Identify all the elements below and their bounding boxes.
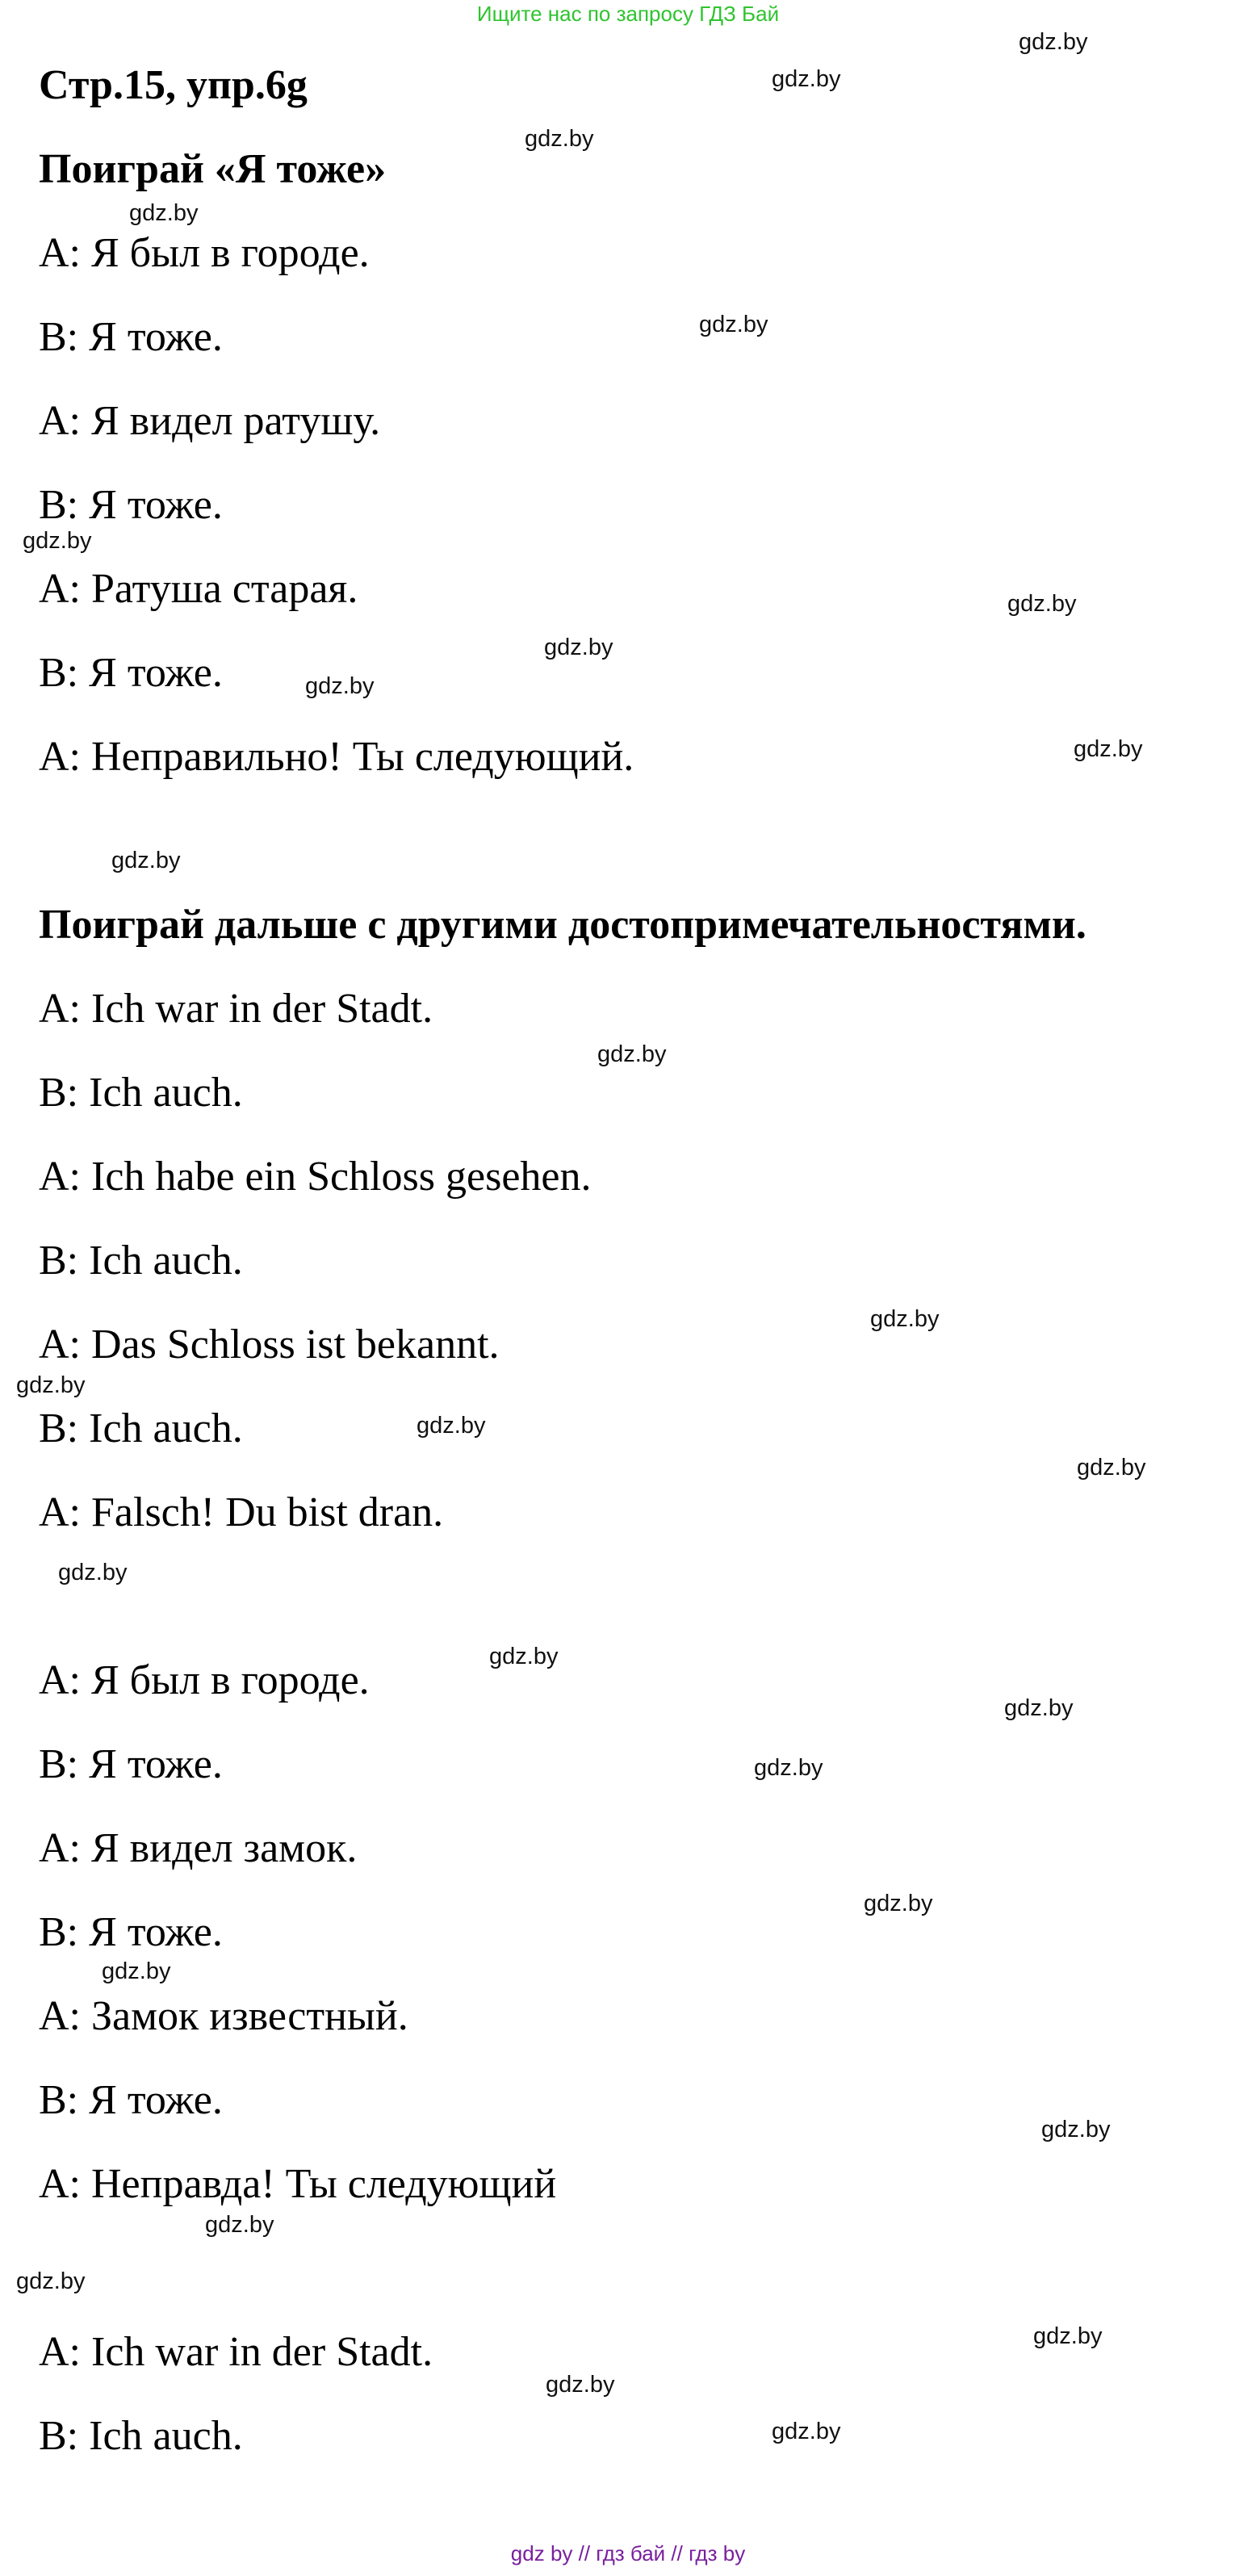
dialogue-line: В: Я тоже. [39, 482, 223, 528]
dialogue-line-german: B: Ich auch. [39, 2413, 243, 2459]
watermark: gdz.by [544, 635, 613, 660]
dialogue-line-russian: В: Я тоже. [39, 1741, 223, 1787]
watermark: gdz.by [864, 1891, 933, 1916]
dialogue-line: А: Ратуша старая. [39, 566, 358, 612]
dialogue-line: В: Я тоже. [39, 314, 223, 360]
dialogue-line-russian: А: Я видел замок. [39, 1825, 358, 1871]
watermark: gdz.by [102, 1958, 171, 1984]
watermark: gdz.by [1033, 2323, 1103, 2349]
watermark: gdz.by [1004, 1695, 1074, 1721]
watermark: gdz.by [754, 1755, 823, 1781]
footer-links[interactable]: gdz by // гдз бай // гдз by [510, 2541, 746, 2566]
watermark: gdz.by [1041, 2117, 1111, 2142]
dialogue-line-german: B: Ich auch. [39, 1238, 243, 1284]
dialogue-line: В: Я тоже. [39, 650, 223, 696]
watermark: gdz.by [870, 1306, 940, 1332]
dialogue-line-german: A: Ich war in der Stadt. [39, 2329, 433, 2375]
watermark: gdz.by [772, 2419, 841, 2444]
watermark: gdz.by [1007, 591, 1077, 617]
dialogue-line: А: Неправильно! Ты следующий. [39, 734, 634, 780]
watermark: gdz.by [546, 2372, 615, 2398]
dialogue-line-russian: А: Неправда! Ты следующий [39, 2161, 557, 2207]
dialogue-line-russian: А: Я был в городе. [39, 1657, 370, 1703]
watermark: gdz.by [305, 673, 375, 699]
watermark: gdz.by [58, 1560, 128, 1585]
dialogue-line-german: A: Falsch! Du bist dran. [39, 1489, 444, 1535]
dialogue-line-russian: В: Я тоже. [39, 2077, 223, 2123]
watermark: gdz.by [129, 200, 199, 226]
dialogue-line: А: Я видел ратушу. [39, 398, 381, 444]
dialogue-line-german: A: Ich war in der Stadt. [39, 986, 433, 1032]
watermark: gdz.by [1019, 29, 1088, 55]
dialogue-line-german: B: Ich auch. [39, 1070, 243, 1116]
dialogue-line-russian: В: Я тоже. [39, 1909, 223, 1955]
page-title: Стр.15, упр.6g [39, 62, 308, 108]
watermark: gdz.by [489, 1644, 559, 1669]
watermark: gdz.by [205, 2212, 274, 2238]
dialogue-line-german: B: Ich auch. [39, 1405, 243, 1451]
watermark: gdz.by [417, 1413, 486, 1439]
section-heading-play-me-too: Поиграй «Я тоже» [39, 146, 387, 192]
dialogue-line-german: A: Das Schloss ist bekannt. [39, 1322, 500, 1368]
watermark: gdz.by [597, 1041, 667, 1067]
watermark: gdz.by [23, 528, 92, 554]
watermark: gdz.by [16, 2268, 86, 2294]
watermark: gdz.by [111, 848, 181, 873]
dialogue-line-russian: А: Замок известный. [39, 1993, 408, 2039]
top-banner[interactable]: Ищите нас по запросу ГДЗ Бай [476, 2, 780, 26]
watermark: gdz.by [1077, 1455, 1146, 1481]
section-heading-play-more: Поиграй дальше с другими достопримечательностями. [39, 902, 1086, 948]
watermark: gdz.by [1074, 736, 1143, 762]
watermark: gdz.by [699, 312, 768, 337]
dialogue-line: А: Я был в городе. [39, 230, 370, 276]
dialogue-line-german: A: Ich habe ein Schloss gesehen. [39, 1154, 592, 1200]
watermark: gdz.by [525, 126, 594, 152]
watermark: gdz.by [16, 1372, 86, 1398]
watermark: gdz.by [772, 66, 841, 92]
